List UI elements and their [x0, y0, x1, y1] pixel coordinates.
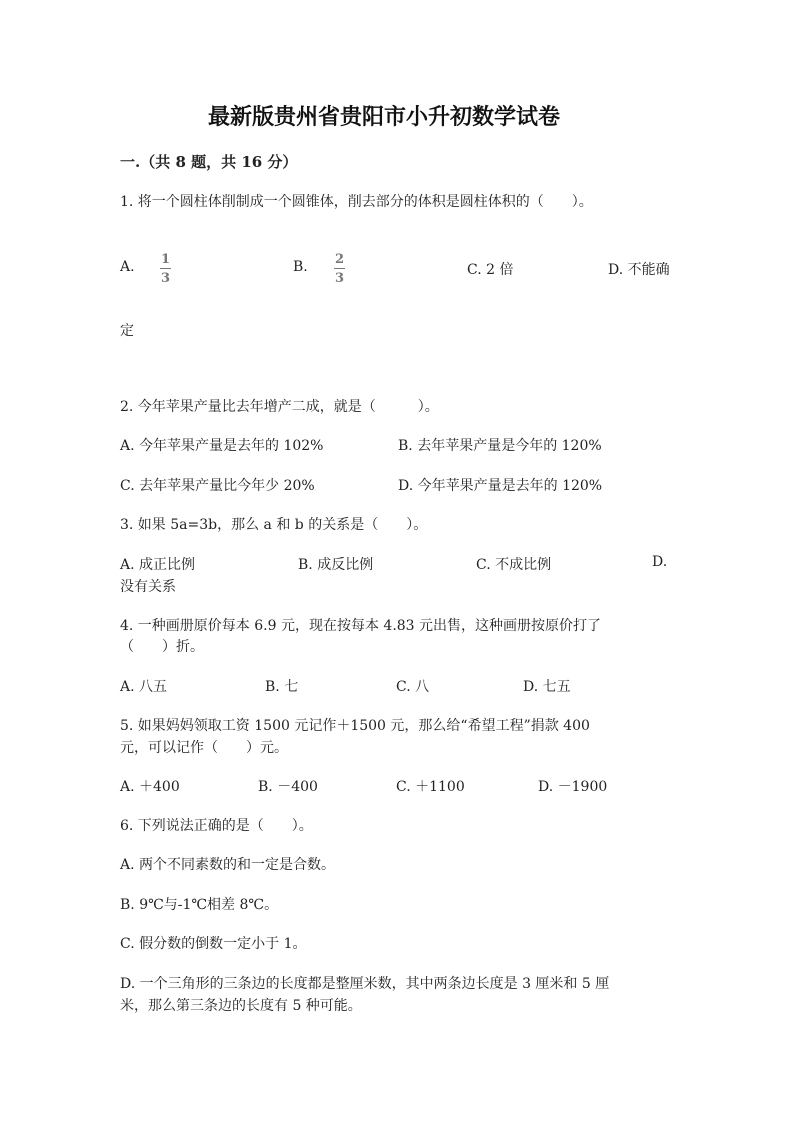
question-1-option-d-continued: 定	[120, 323, 134, 339]
question-1-option-a-fraction	[160, 253, 171, 285]
question-5-option-a: A. ＋400	[120, 779, 180, 795]
question-3-option-c: C. 不成比例	[476, 557, 552, 573]
question-5-option-c: C. ＋1100	[396, 779, 465, 795]
fraction-bar	[334, 268, 345, 269]
question-6-option-d-line-2: 米，那么第三条边的长度有 5 种可能。	[120, 998, 362, 1014]
question-1-option-b-label: B.	[293, 259, 308, 275]
question-6-option-c: C. 假分数的倒数一定小于 1。	[120, 936, 307, 952]
question-2-option-c: C. 去年苹果产量比今年少 20%	[120, 478, 315, 494]
question-5-stem-line-1: 5. 如果妈妈领取工资 1500 元记作＋1500 元，那么给“希望工程”捐款 400	[120, 718, 590, 734]
question-4-stem-line-2: （ ）折。	[120, 639, 204, 655]
question-5-option-d: D. －1900	[538, 779, 608, 795]
fraction-denominator: 3	[160, 271, 171, 286]
question-2-option-a: A. 今年苹果产量是去年的 102%	[120, 438, 324, 454]
question-6-option-d-line-1: D. 一个三角形的三条边的长度都是整厘米数，其中两条边长度是 3 厘米和 5 厘	[120, 976, 610, 992]
question-3-option-b: B. 成反比例	[298, 557, 374, 573]
fraction-numerator: 1	[160, 252, 171, 267]
question-1-option-b-fraction	[334, 253, 345, 285]
question-5-stem-line-2: 元，可以记作（ ）元。	[120, 740, 288, 756]
question-4-option-c: C. 八	[396, 679, 430, 695]
question-1-option-d: D. 不能确	[608, 262, 670, 278]
question-6-option-b: B. 9℃与-1℃相差 8℃。	[120, 897, 279, 913]
question-4-stem-line-1: 4. 一种画册原价每本 6.9 元，现在按每本 4.83 元出售，这种画册按原价打了	[120, 618, 602, 634]
fraction-numerator: 2	[334, 252, 345, 267]
question-2-stem: 2. 今年苹果产量比去年增产二成，就是（ ）。	[120, 399, 439, 415]
question-2-option-b: B. 去年苹果产量是今年的 120%	[398, 438, 602, 454]
question-3-stem: 3. 如果 5a=3b，那么 a 和 b 的关系是（ ）。	[120, 517, 428, 533]
question-5-option-b: B. －400	[258, 779, 318, 795]
section-header: 一.（共 8 题，共 16 分）	[120, 153, 298, 171]
question-1-stem: 1. 将一个圆柱体削制成一个圆锥体，削去部分的体积是圆柱体积的（ ）。	[120, 194, 593, 210]
question-6-option-a: A. 两个不同素数的和一定是合数。	[120, 857, 336, 873]
question-4-option-d: D. 七五	[523, 679, 571, 695]
question-6-stem: 6. 下列说法正确的是（ ）。	[120, 818, 313, 834]
question-3-option-a: A. 成正比例	[120, 557, 196, 573]
question-4-option-a: A. 八五	[120, 679, 168, 695]
page-title: 最新版贵州省贵阳市小升初数学试卷	[208, 104, 561, 130]
question-3-option-d-continued: 没有关系	[120, 579, 176, 595]
question-3-option-d: D.	[652, 554, 668, 570]
question-1-option-c: C. 2 倍	[467, 262, 514, 278]
question-4-option-b: B. 七	[265, 679, 299, 695]
fraction-denominator: 3	[334, 271, 345, 286]
question-1-option-a-label: A.	[120, 259, 135, 275]
fraction-bar	[160, 268, 171, 269]
question-2-option-d: D. 今年苹果产量是去年的 120%	[398, 478, 603, 494]
